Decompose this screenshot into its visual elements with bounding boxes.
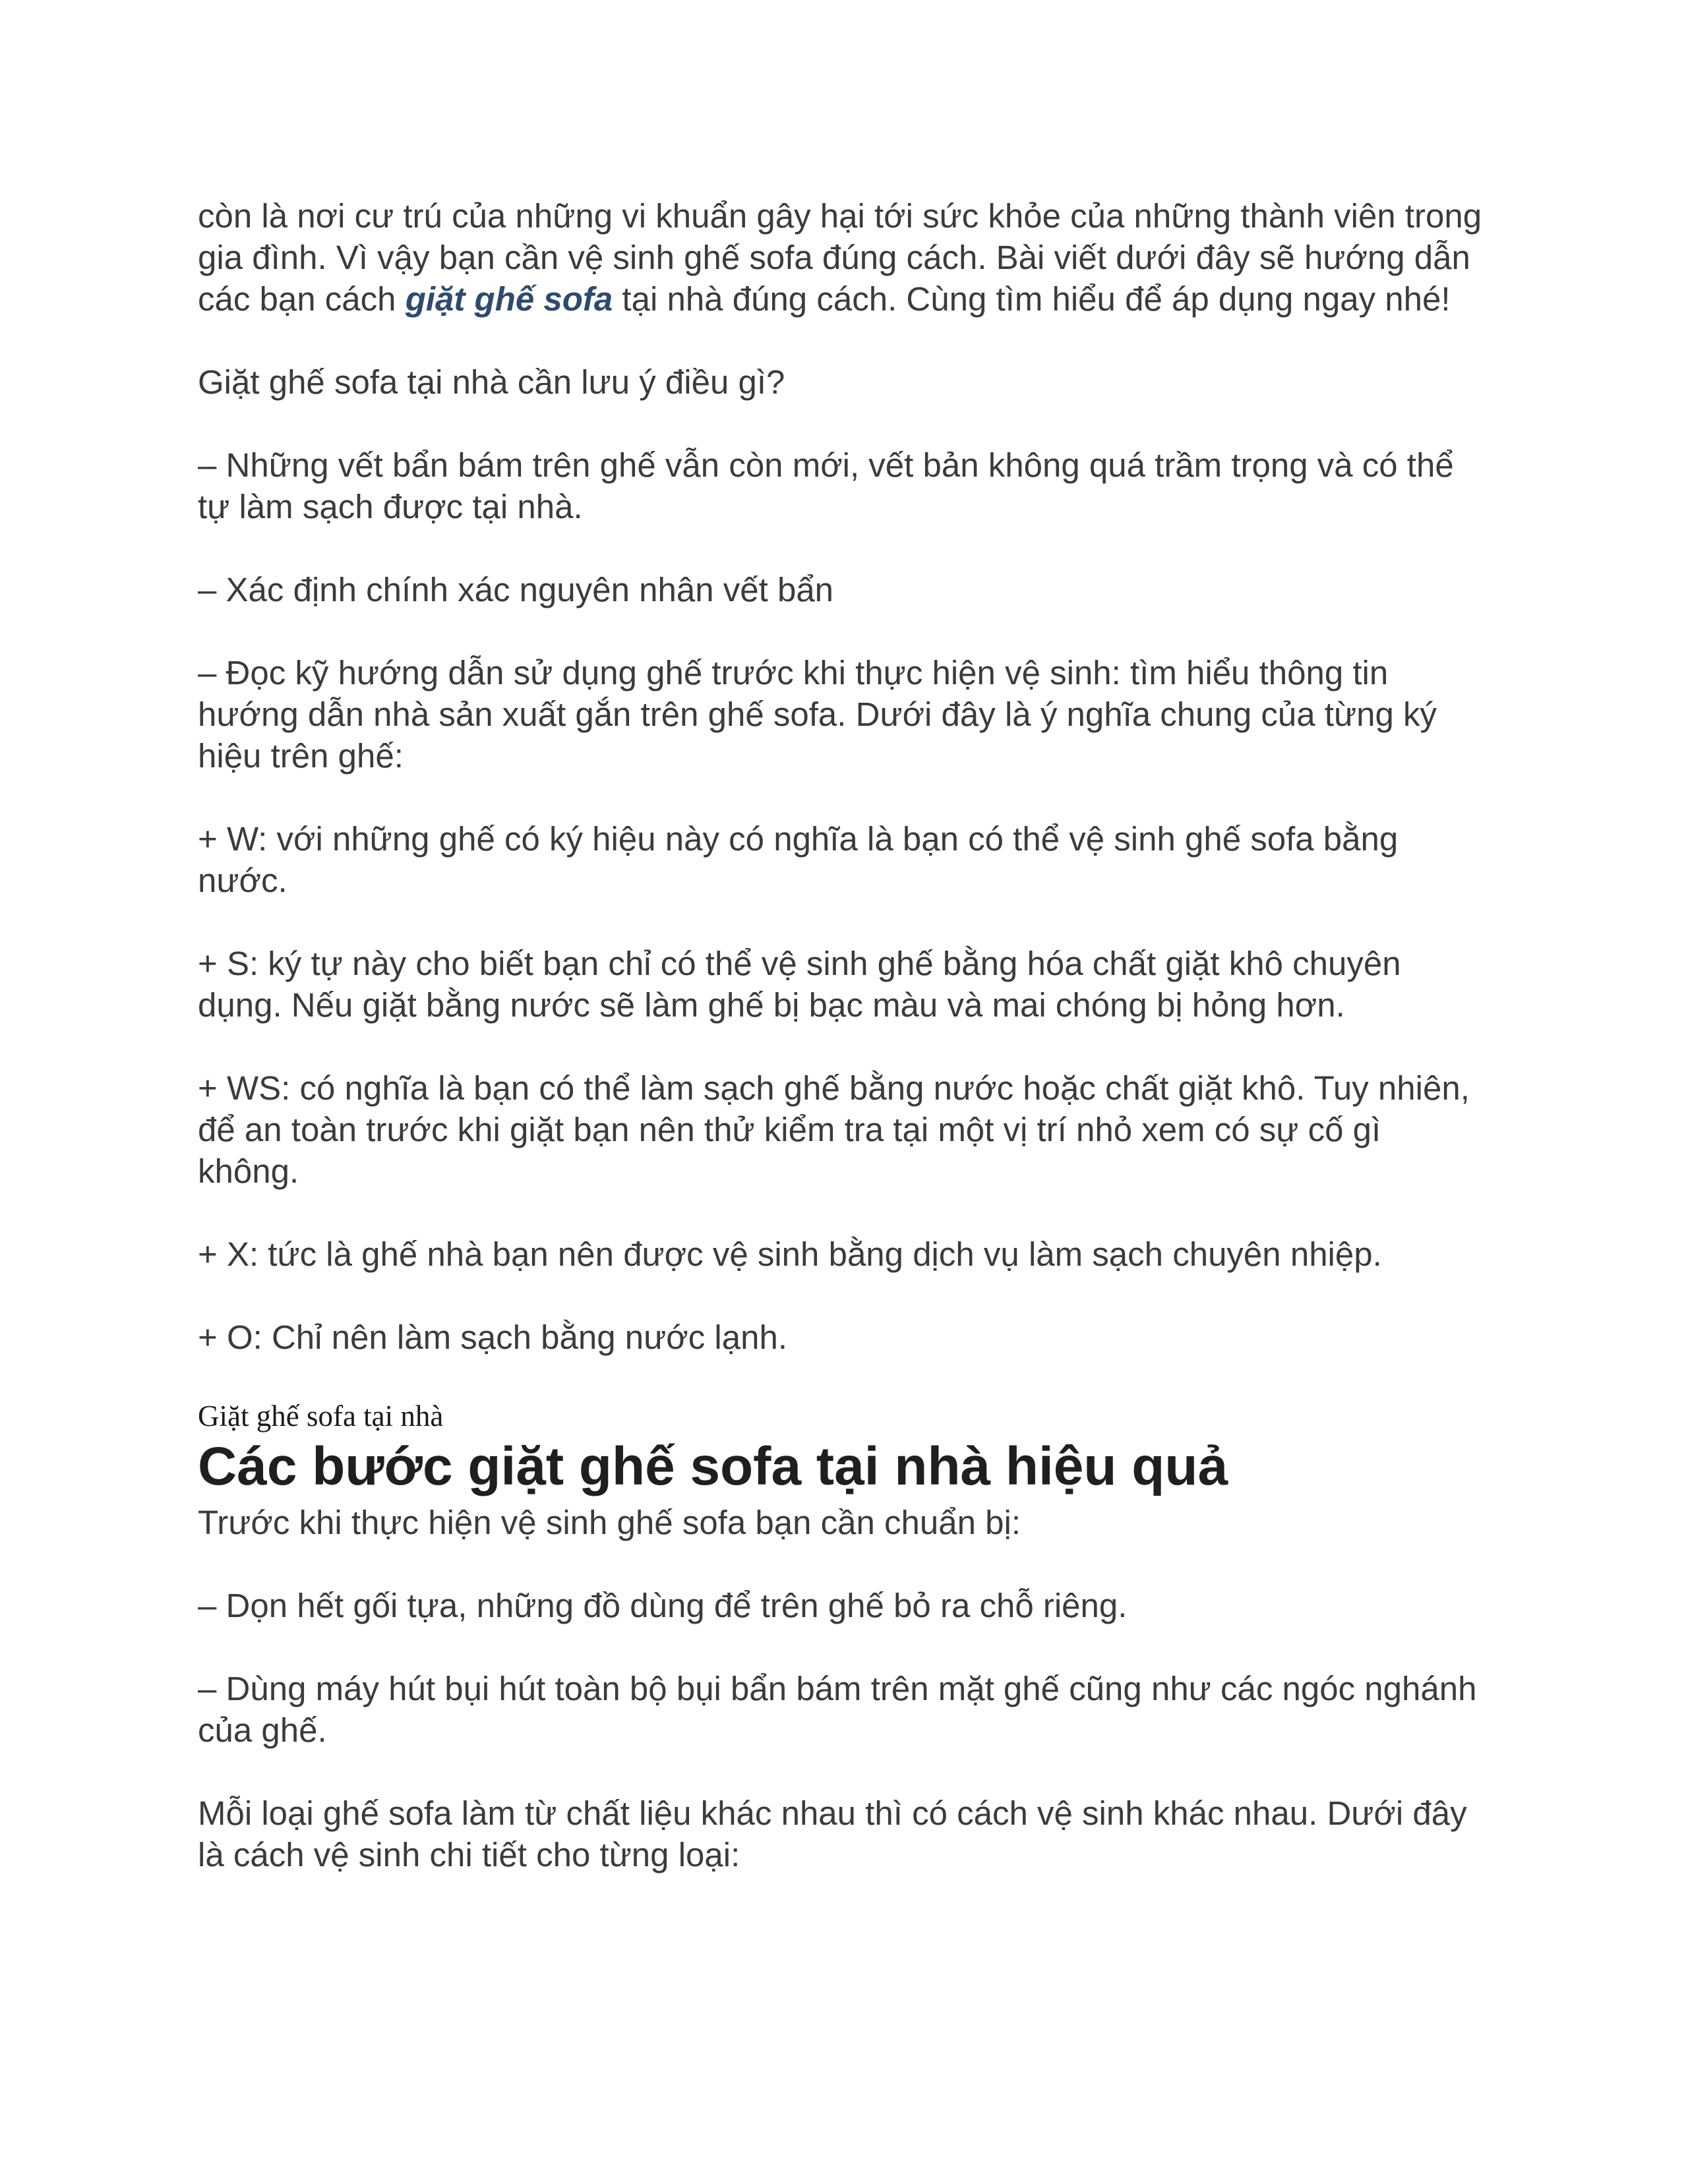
section-question: Giặt ghế sofa tại nhà cần lưu ý điều gì? — [198, 363, 785, 401]
giat-ghe-sofa-link[interactable]: giặt ghế sofa — [405, 280, 613, 318]
preparation-step: – Dùng máy hút bụi hút toàn bộ bụi bẩn bám trên mặt ghế cũng như các ngóc nghánh của ghế. — [198, 1670, 1477, 1749]
document-page — [198, 195, 1490, 1875]
symbol-w-paragraph: + W: với những ghế có ký hiệu này có nghĩa là bạn có thể vệ sinh ghế sofa bằng nước. — [198, 820, 1399, 899]
note-paragraph: – Xác định chính xác nguyên nhân vết bẩn — [198, 571, 834, 608]
intro-text-after-link: tại nhà đúng cách. Cùng tìm hiểu để áp dụng ngay nhé! — [613, 280, 1451, 318]
note-paragraph: – Đọc kỹ hướng dẫn sử dụng ghế trước khi thực hiện vệ sinh: tìm hiểu thông tin hướng dẫn nhà sản xuất gắn trên ghế sofa. Dưới đây là ý nghĩa chung của từng ký hiệu trên ghế: — [198, 654, 1437, 775]
image-caption: Giặt ghế sofa tại nhà — [198, 1400, 444, 1432]
symbol-s-paragraph: + S: ký tự này cho biết bạn chỉ có thể vệ sinh ghế bằng hóa chất giặt khô chuyên dụng. Nếu giặt bằng nước sẽ làm ghế bị bạc màu và mai chóng bị hỏng hơn. — [198, 945, 1401, 1024]
symbol-x-paragraph: + X: tức là ghế nhà bạn nên được vệ sinh bằng dịch vụ làm sạch chuyên nhiệp. — [198, 1235, 1382, 1273]
intro-paragraph — [198, 195, 1490, 320]
symbol-ws-paragraph: + WS: có nghĩa là bạn có thể làm sạch ghế bằng nước hoặc chất giặt khô. Tuy nhiên, để an toàn trước khi giặt bạn nên thử kiểm tra tại một vị trí nhỏ xem có sự cố gì không. — [198, 1069, 1470, 1190]
closing-paragraph: Mỗi loại ghế sofa làm từ chất liệu khác nhau thì có cách vệ sinh khác nhau. Dưới đây là cách vệ sinh chi tiết cho từng loại: — [198, 1794, 1467, 1874]
note-paragraph: – Những vết bẩn bám trên ghế vẫn còn mới, vết bản không quá trầm trọng và có thể tự làm sạch được tại nhà. — [198, 446, 1454, 525]
intro-text-before-link: còn là nơi cư trú của những vi khuẩn gây hại tới sức khỏe của những thành viên trong gia đình. Vì vậy bạn cần vệ sinh ghế sofa đúng cách. Bài viết dưới đây sẽ hướng dẫn các bạn cách — [198, 197, 1482, 318]
preparation-step: – Dọn hết gối tựa, những đồ dùng để trên ghế bỏ ra chỗ riêng. — [198, 1587, 1128, 1624]
section-heading: Các bước giặt ghế sofa tại nhà hiệu quả — [198, 1436, 1228, 1496]
symbol-o-paragraph: + O: Chỉ nên làm sạch bằng nước lạnh. — [198, 1318, 787, 1356]
preparation-intro: Trước khi thực hiện vệ sinh ghế sofa bạn cần chuẩn bị: — [198, 1504, 1021, 1541]
